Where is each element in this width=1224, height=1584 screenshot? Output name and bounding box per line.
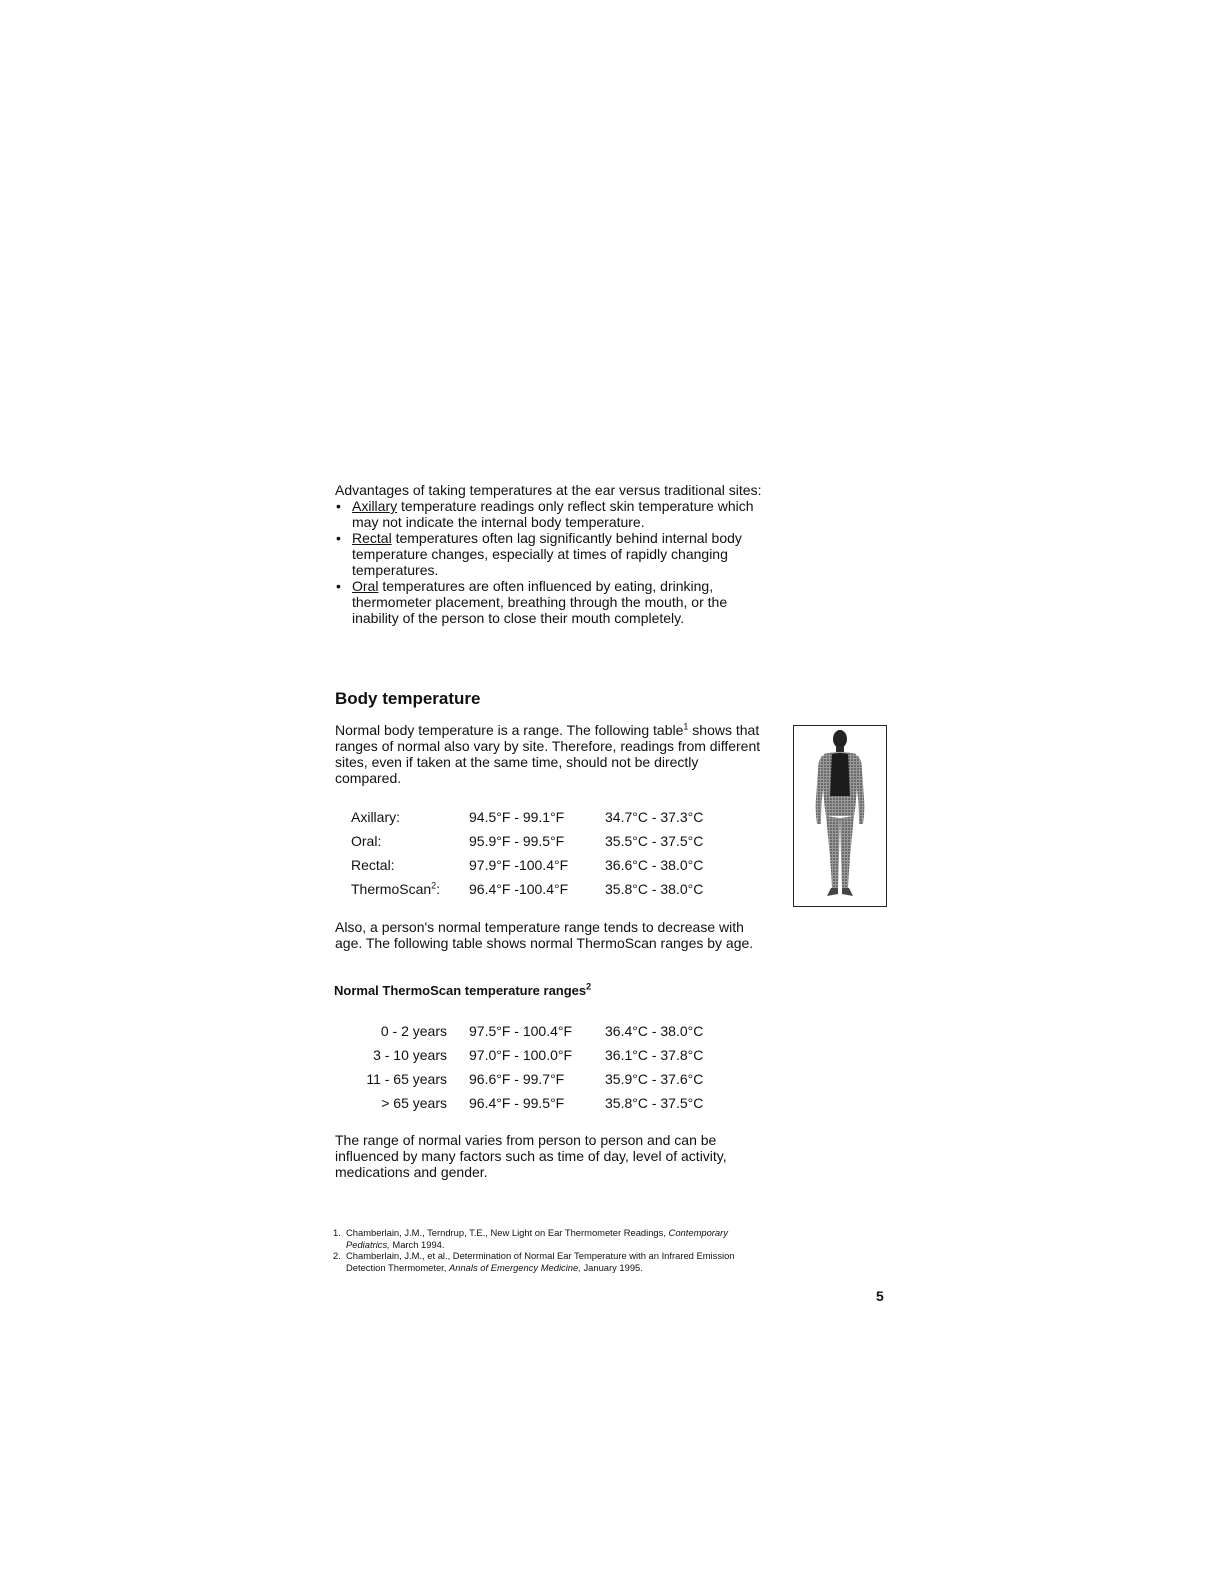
site-term: Axillary [352,498,398,514]
footnote-ref: 2 [431,880,437,891]
advantages-list [335,498,765,626]
site-term: Rectal [352,530,392,546]
site-cell: Axillary: [351,809,401,825]
intro-lead: Advantages of taking temperatures at the ear versus traditional sites: [335,482,762,498]
list-item [335,530,765,578]
age-cell: 11 - 65 years [366,1071,447,1087]
celsius-cell: 35.5°C - 37.5°C [605,833,704,849]
journal-title: Annals of Emergency Medicine, [449,1261,581,1273]
celsius-cell: 35.8°C - 38.0°C [605,881,704,897]
site-cell: Rectal: [351,857,395,873]
list-item [335,578,765,626]
fahrenheit-cell: 96.4°F -100.4°F [469,881,569,897]
body-temp-paragraph [335,722,765,786]
fahrenheit-cell: 96.4°F - 99.5°F [469,1095,565,1111]
page-number: 5 [876,1288,884,1304]
age-paragraph: Also, a person's normal temperature range tends to decrease with age. The following table shows normal ThermoScan ranges by age. [335,919,754,951]
site-term: Oral [352,578,379,594]
fahrenheit-cell: 97.5°F - 100.4°F [469,1023,573,1039]
footnote-number: 2. [333,1250,341,1261]
bullet-icon: • [336,530,341,546]
fahrenheit-cell: 94.5°F - 99.1°F [469,809,565,825]
footnotes [333,1227,773,1273]
footnote-number: 1. [333,1227,341,1238]
bullet-text: temperatures are often influenced by eating, drinking, thermometer placement, breathing through the mouth, or the inability of the person to close their mouth completely. [352,578,728,626]
age-temperature-table [351,1019,703,1115]
table-row [351,877,703,901]
list-item [335,498,765,530]
site-cell: ThermoScan$^2$: [351,880,441,897]
paragraph-text: Normal body temperature is a range. The following table [335,722,684,738]
celsius-cell: 36.1°C - 37.8°C [605,1047,704,1063]
age-cell: 3 - 10 years [373,1047,447,1063]
bullet-text: temperature readings only reflect skin temperature which may not indicate the internal body temperature. [352,498,754,530]
table-row [351,1067,703,1091]
bullet-icon: • [336,578,341,594]
site-cell: Oral: [351,833,382,849]
fahrenheit-cell: 95.9°F - 99.5°F [469,833,565,849]
table-row [351,805,703,829]
celsius-cell: 35.9°C - 37.6°C [605,1071,704,1087]
table-row [351,853,703,877]
bullet-text: temperatures often lag significantly behind internal body temperature changes, especially at times of rapidly changing temperatures. [352,530,742,578]
celsius-cell: 36.4°C - 38.0°C [605,1023,704,1039]
range-paragraph: The range of normal varies from person to person and can be influenced by many factors such as time of day, level of activity, medications and gender. [335,1132,727,1180]
site-temperature-table [351,805,703,901]
table-row [351,829,703,853]
table-row [351,1019,703,1043]
fahrenheit-cell: 96.6°F - 99.7°F [469,1071,565,1087]
celsius-cell: 36.6°C - 38.0°C [605,857,704,873]
celsius-cell: 34.7°C - 37.3°C [605,809,704,825]
footnote: 1. Chamberlain, J.M., Terndrup, T.E., New Light on Ear Thermometer Readings, Contemporary Pediatrics, March 1994. [333,1227,728,1250]
body-figure-illustration [793,725,887,907]
footnote: 2. Chamberlain, J.M., et al., Determination of Normal Ear Temperature with an Infrared Emission Detection Thermometer, Annals of Emergency Medicine, January 1995. [333,1250,735,1273]
bullet-icon: • [336,498,341,514]
fahrenheit-cell: 97.9°F -100.4°F [469,857,569,873]
fahrenheit-cell: 97.0°F - 100.0°F [469,1047,573,1063]
section-heading: Body temperature [335,689,481,708]
table-row [351,1091,703,1115]
intro-section [335,482,765,626]
paragraph-text: shows that ranges of normal also vary by site. Therefore, readings from different sites, even if taken at the same time, should not be directly compared. [335,722,761,786]
age-cell: 0 - 2 years [380,1023,447,1039]
human-body-icon [794,726,886,906]
age-cell: > 65 years [381,1095,447,1111]
journal-title: Contemporary Pediatrics, [346,1227,728,1250]
footnote-ref: 2 [586,981,592,992]
table-row [351,1043,703,1067]
celsius-cell: 35.8°C - 37.5°C [605,1095,704,1111]
table-subheading: Normal ThermoScan temperature ranges$^2$ [334,981,592,998]
footnote-ref: 1 [683,721,689,732]
